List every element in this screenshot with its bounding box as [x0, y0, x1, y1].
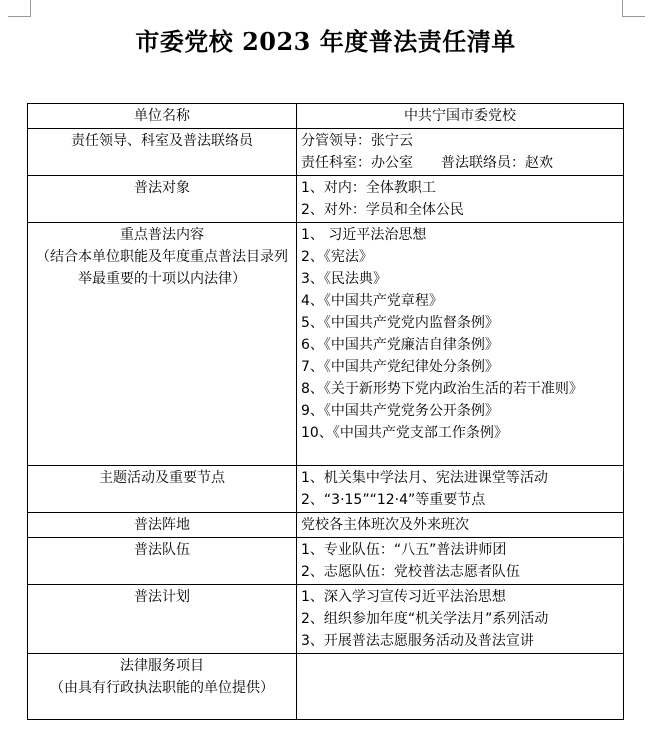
list-item: 6、《中国共产党廉洁自律条例》 [301, 337, 499, 353]
row-value-position: 党校各主体班次及外来班次 [297, 513, 624, 538]
list-item: 1、 习近平法治思想 [301, 227, 427, 243]
row-value-target: 1、对内：全体教职工 2、对外：学员和全体公民 [297, 176, 624, 223]
list-item: 3、《民法典》 [301, 271, 387, 287]
row-label-activities: 主题活动及重要节点 [28, 466, 297, 513]
list-item: 2、《宪法》 [301, 249, 373, 265]
row-label-target: 普法对象 [28, 176, 297, 223]
list-item: 4、《中国共产党章程》 [301, 293, 443, 309]
row-label-team: 普法队伍 [28, 538, 297, 585]
table-row [28, 176, 624, 223]
list-item: 9、《中国共产党党务公开条例》 [301, 403, 499, 419]
dept-text: 责任科室：办公室 [301, 155, 413, 171]
page-corner-mark-left [8, 0, 31, 17]
list-item: 8、《关于新形势下党内政治生活的若干准则》 [301, 381, 583, 397]
list-item: 5、《中国共产党党内监督条例》 [301, 315, 499, 331]
row-label-position: 普法阵地 [28, 513, 297, 538]
table-row [28, 223, 624, 466]
table-row [28, 654, 624, 720]
list-item: 10、《中国共产党支部工作条例》 [301, 425, 508, 441]
liaison-text: 普法联络员：赵欢 [441, 155, 553, 171]
row-value-legal-service [297, 654, 624, 720]
row-value-activities: 1、机关集中学法月、宪法进课堂等活动 2、“3·15”“12·4”等重要节点 [297, 466, 624, 513]
table-row [28, 104, 624, 129]
table-row [28, 466, 624, 513]
row-value-responsibility: 分管领导：张宁云 责任科室：办公室 普法联络员：赵欢 [297, 129, 624, 176]
row-label-unit-name: 单位名称 [28, 104, 297, 129]
table-row [28, 538, 624, 585]
row-label-plan: 普法计划 [28, 585, 297, 654]
table-row [28, 585, 624, 654]
table-row [28, 513, 624, 538]
responsibility-table [27, 103, 624, 720]
row-label-key-content: 重点普法内容 （结合本单位职能及年度重点普法目录列举最重要的十项以内法律） [28, 223, 297, 466]
row-value-unit-name: 中共宁国市委党校 [297, 104, 624, 129]
row-label-responsibility: 责任领导、科室及普法联络员 [28, 129, 297, 176]
row-value-key-content [297, 223, 624, 466]
page-corner-mark-right [622, 0, 645, 17]
document-title: 市委党校 2023 年度普法责任清单 [135, 27, 516, 56]
row-label-legal-service: 法律服务项目 （由具有行政执法职能的单位提供） [28, 654, 297, 720]
row-value-team: 1、专业队伍：“八五”普法讲师团 2、志愿队伍：党校普法志愿者队伍 [297, 538, 624, 585]
table-row [28, 129, 624, 176]
list-item: 7、《中国共产党纪律处分条例》 [301, 359, 499, 375]
row-value-plan: 1、深入学习宣传习近平法治思想 2、组织参加年度“机关学法月”系列活动 3、开展普法志愿服务活动及普法宣讲 [297, 585, 624, 654]
